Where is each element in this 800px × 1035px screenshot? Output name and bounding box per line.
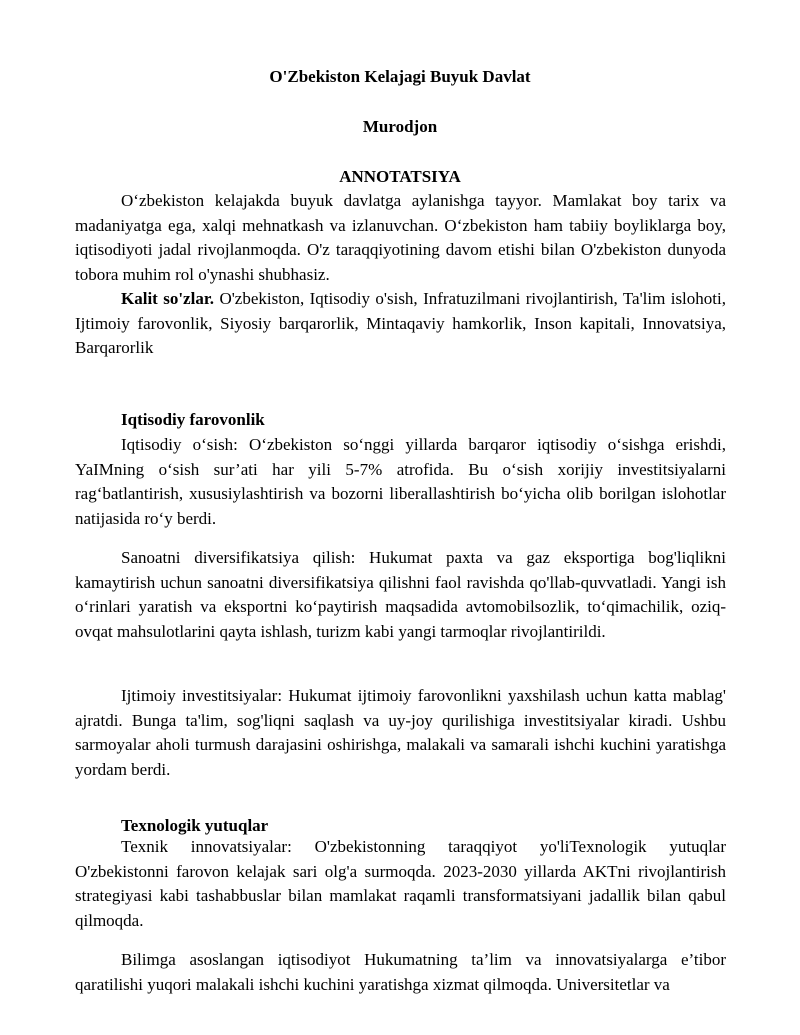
- abstract-section: [75, 189, 726, 361]
- section-technology-p2: [75, 948, 726, 997]
- keywords-label: Kalit so'zlar.: [121, 289, 215, 308]
- keywords-paragraph: [75, 287, 726, 361]
- abstract-heading: ANNOTATSIYA: [339, 167, 461, 186]
- keywords-text: O'zbekiston, Iqtisodiy o'sish, Infratuzilmani rivojlantirish, Ta'lim islohoti, Ijtimoiy farovonlik, Siyosiy barqarorlik, Mintaqaviy hamkorlik, Inson kapitali, Innovatsiya, Barqarorlik: [75, 289, 726, 357]
- paragraph: Texnik innovatsiyalar: O'zbekistonning taraqqiyot yo'liTexnologik yutuqlar O'zbekistonni farovon kelajak sari olg'a surmoqda. 2023-2030 yillarda AKTni rivojlantirish strategiyasi kabi tashabbuslar bilan mamlakat raqamli transformatsiyani jadallik bilan qabul qilmoqda.: [75, 837, 726, 930]
- section-heading-technology: Texnologik yutuqlar: [121, 816, 269, 835]
- section-economy-p2: [75, 546, 726, 644]
- abstract-text: O‘zbekiston kelajakda buyuk davlatga aylanishga tayyor. Mamlakat boy tarix va madaniyatga ega, xalqi mehnatkash va izlanuvchan. O‘zbekiston ham tabiiy boyliklarga boy, iqtisodiyoti jadal rivojlanmoqda. O'z taraqqiyotining davom etishi bilan O'zbekiston dunyoda tobora muhim rol o'ynashi shubhasiz.: [75, 191, 726, 284]
- section-heading-economy: Iqtisodiy farovonlik: [121, 410, 265, 429]
- section-technology-p1: [75, 835, 726, 933]
- paragraph: Ijtimoiy investitsiyalar: Hukumat ijtimoiy farovonlikni yaxshilash uchun katta mablag' ajratdi. Bunga ta'lim, sog'liqni saqlash va uy-joy qurilishiga investitsiyalar kiradi. Ushbu sarmoyalar aholi turmush darajasini oshirishga, malakali va samarali ishchi kuchini yaratishga yordam berdi.: [75, 686, 726, 779]
- section-economy-p3: [75, 684, 726, 782]
- paper-title: O'Zbekiston Kelajagi Buyuk Davlat: [269, 67, 531, 86]
- paragraph: Iqtisodiy o‘sish: O‘zbekiston so‘nggi yillarda barqaror iqtisodiy o‘sishga erishdi, YaIMning o‘sish sur’ati har yili 5-7% atrofida. Bu o‘sish xorijiy investitsiyalarni rag‘batlantirish, xususiylashtirish va bozorni liberallashtirish bo‘yicha olib borilgan islohotlar natijasida ro‘y berdi.: [75, 435, 726, 528]
- paragraph: Sanoatni diversifikatsiya qilish: Hukumat paxta va gaz eksportiga bog'liqlikni kamaytirish uchun sanoatni diversifikatsiya qilishni faol ravishda qo'llab-quvvatladi. Yangi ish o‘rinlari yaratish va eksportni ko‘paytirish maqsadida avtomobilsozlik, to‘qimachilik, oziq-ovqat mahsulotlarini qayta ishlash, turizm kabi yangi tarmoqlar rivojlantirildi.: [75, 548, 726, 641]
- paragraph: Bilimga asoslangan iqtisodiyot Hukumatning ta’lim va innovatsiyalarga e’tibor qaratilishi yuqori malakali ishchi kuchini yaratishga xizmat qilmoqda. Universitetlar va: [75, 950, 726, 994]
- author-name: Murodjon: [362, 117, 438, 136]
- section-economy-p1: [75, 433, 726, 531]
